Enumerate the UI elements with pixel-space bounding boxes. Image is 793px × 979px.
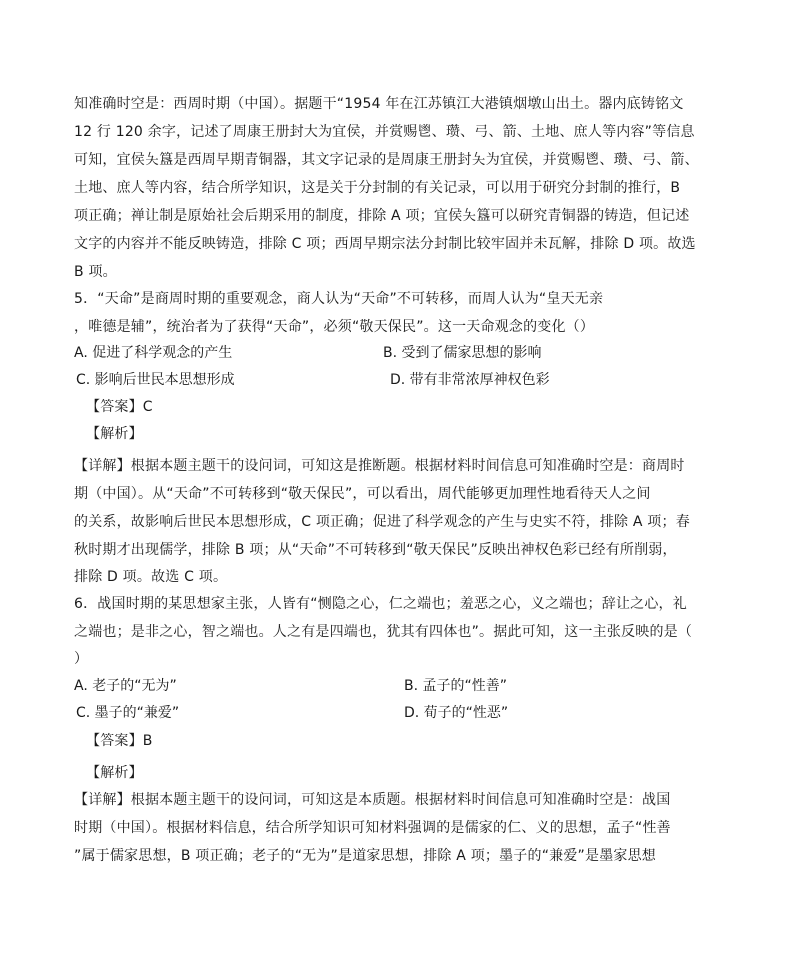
q5-stem-line-2: ，唯德是辅”，统治者为了获得“天命”，必须“敬天保民”。这一天命观念的变化（） (74, 319, 595, 335)
q6-detail-line-1: 【详解】根据本题主题干的设问词，可知这是本质题。根据材料时间信息可知准确时空是：战国 (74, 792, 671, 808)
q5-stem-line-1: 5．“天命”是商周时期的重要观念，商人认为“天命”不可转移，而周人认为“皇天无亲 (74, 291, 604, 307)
q4-explanation-line-6: 文字的内容并不能反映铸造，排除 C 项；西周早期宗法分封制比较牢固并未瓦解，排除 D 项。故选 (74, 236, 696, 252)
q4-explanation-line-2: 12 行 120 余字，记述了周康王册封大为宜侯，并赏赐鬯、瓒、弓、箭、土地、庶人等内容”等信息 (74, 124, 695, 140)
q4-explanation-line-4: 土地、庶人等内容，结合所学知识，这是关于分封制的有关记录，可以用于研究分封制的推行，B (74, 180, 681, 196)
q5-detail-line-2: 期（中国）。从“天命”不可转移到“敬天保民”，可以看出，周代能够更加理性地看待天人之间 (74, 486, 651, 502)
q6-stem-line-2: 之端也；是非之心，智之端也。人之有是四端也，犹其有四体也”。据此可知，这一主张反映的是（ (74, 624, 693, 640)
q4-explanation-line-3: 可知，宜侯夨簋是西周早期青铜器，其文字记录的是周康王册封夨为宜侯，并赏赐鬯、瓒、弓、箭、 (74, 152, 699, 168)
q5-analysis-label: 【解析】 (86, 426, 143, 442)
q5-detail-line-1: 【详解】根据本题主题干的设问词，可知这是推断题。根据材料时间信息可知准确时空是：商周时 (74, 458, 685, 474)
q5-option-c: C. 影响后世民本思想形成 (76, 372, 235, 388)
q6-answer: 【答案】B (86, 733, 153, 749)
q4-explanation-line-7: B 项。 (74, 264, 117, 280)
q6-option-d: D. 荀子的“性恶” (404, 705, 509, 721)
q5-detail-line-5: 排除 D 项。故选 C 项。 (74, 569, 228, 585)
q4-explanation-line-1: 知准确时空是：西周时期（中国）。据题干“1954 年在江苏镇江大港镇烟墩山出土。器内底铸铭文 (74, 96, 684, 112)
q5-detail-line-3: 的关系，故影响后世民本思想形成，C 项正确；促进了科学观念的产生与史实不符，排除 A 项；春 (74, 514, 690, 530)
q6-option-b: B. 孟子的“性善” (404, 678, 508, 694)
q6-detail-line-3: ”属于儒家思想，B 项正确；老子的“无为”是道家思想，排除 A 项；墨子的“兼爱”是墨家思想 (74, 848, 656, 864)
q5-answer: 【答案】C (86, 399, 153, 415)
q6-detail-line-2: 时期（中国）。根据材料信息，结合所学知识可知材料强调的是儒家的仁、义的思想，孟子“性善 (74, 820, 671, 836)
q6-stem-line-3: ） (74, 651, 89, 667)
q5-option-d: D. 带有非常浓厚神权色彩 (390, 372, 550, 388)
q5-option-b: B. 受到了儒家思想的影响 (383, 345, 542, 361)
q6-stem-line-1: 6．战国时期的某思想家主张，人皆有“恻隐之心，仁之端也；羞恶之心，义之端也；辞让之心，礼 (74, 596, 687, 612)
q6-analysis-label: 【解析】 (86, 765, 143, 781)
q6-option-c: C. 墨子的“兼爱” (76, 705, 180, 721)
q4-explanation-line-5: 项正确；禅让制是原始社会后期采用的制度，排除 A 项；宜侯夨簋可以研究青铜器的铸造，但记述 (74, 208, 690, 224)
q5-option-a: A. 促进了科学观念的产生 (74, 345, 233, 361)
q5-detail-line-4: 秋时期才出现儒学，排除 B 项；从“天命”不可转移到“敬天保民”反映出神权色彩已经有所削弱， (74, 542, 677, 558)
q6-option-a: A. 老子的“无为” (74, 678, 177, 694)
